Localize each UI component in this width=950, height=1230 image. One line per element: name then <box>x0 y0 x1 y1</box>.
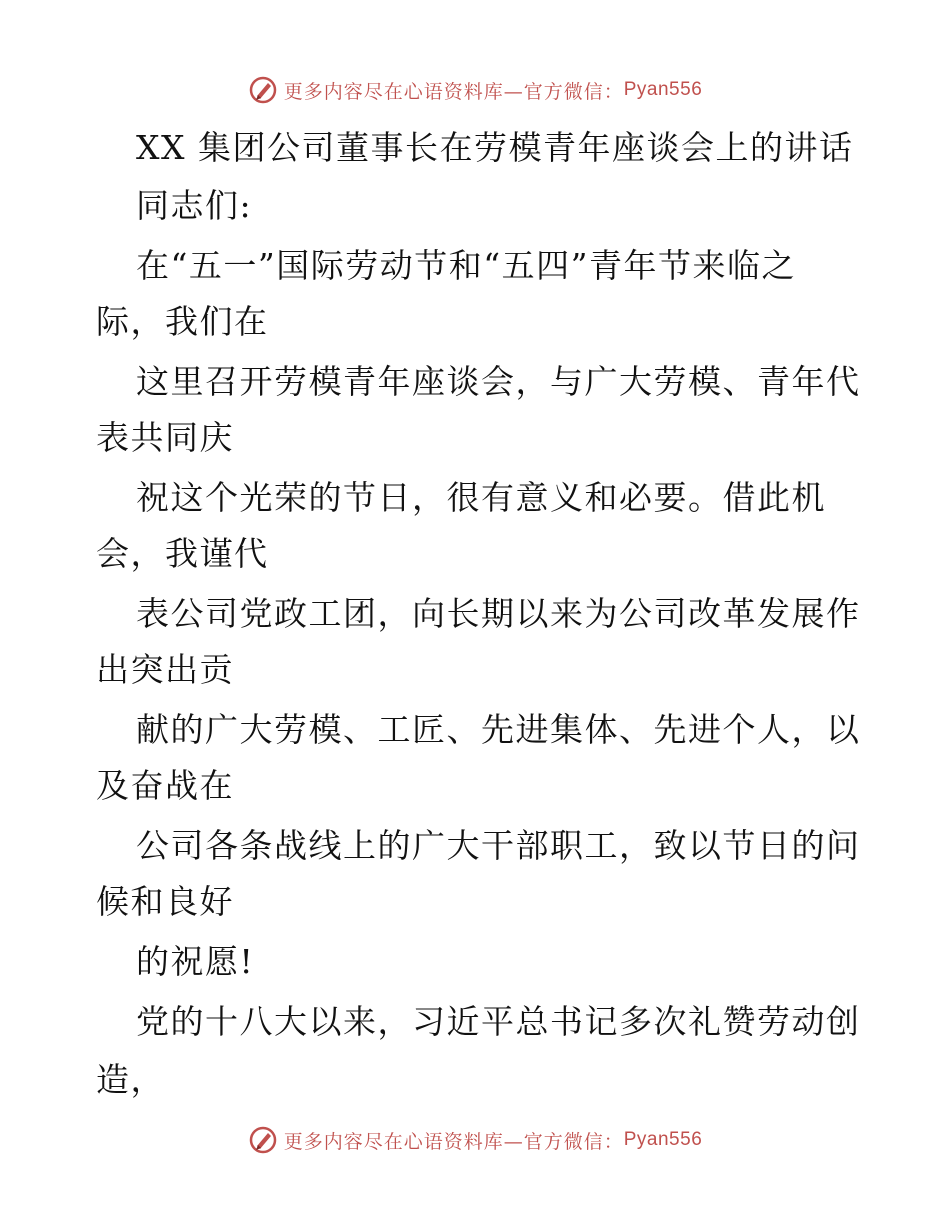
paragraph-line: 公司各条战线上的广大干部职工，致以节日的问 <box>136 826 861 865</box>
header-watermark <box>0 70 950 110</box>
paragraph-line: 出突出贡 <box>96 650 234 689</box>
document-title: XX 集团公司董事长在劳模青年座谈会上的讲话 <box>136 128 854 167</box>
paragraph-line: 在“五一”国际劳动节和“五四”青年节来临之 <box>136 246 796 285</box>
watermark-text: 更多内容尽在心语资料库—官方微信： <box>283 1130 624 1153</box>
paragraph-line: 表公司党政工团，向长期以来为公司改革发展作 <box>136 594 861 633</box>
watermark-handle: Pyan556 <box>623 79 703 100</box>
paragraph-line: 及奋战在 <box>96 766 234 805</box>
paragraph-line: 候和良好 <box>96 882 234 921</box>
pen-logo-icon <box>248 1125 278 1155</box>
footer-watermark <box>0 1120 950 1160</box>
paragraph-line: 献的广大劳模、工匠、先进集体、先进个人，以 <box>136 710 861 749</box>
paragraph-line: 祝这个光荣的节日，很有意义和必要。借此机 <box>136 478 826 517</box>
watermark-handle: Pyan556 <box>623 1129 703 1150</box>
pen-logo-icon <box>248 75 278 105</box>
paragraph-line: 际，我们在 <box>96 302 269 341</box>
paragraph-line: 这里召开劳模青年座谈会，与广大劳模、青年代 <box>136 362 861 401</box>
paragraph-line: 表共同庆 <box>96 418 234 457</box>
watermark-text: 更多内容尽在心语资料库—官方微信： <box>283 80 624 103</box>
paragraph-line: 会，我谨代 <box>96 534 269 573</box>
paragraph-line: 造， <box>96 1060 165 1099</box>
salutation: 同志们: <box>136 186 253 225</box>
paragraph-line: 党的十八大以来，习近平总书记多次礼赞劳动创 <box>136 1002 861 1041</box>
paragraph-line: 的祝愿! <box>136 942 255 981</box>
